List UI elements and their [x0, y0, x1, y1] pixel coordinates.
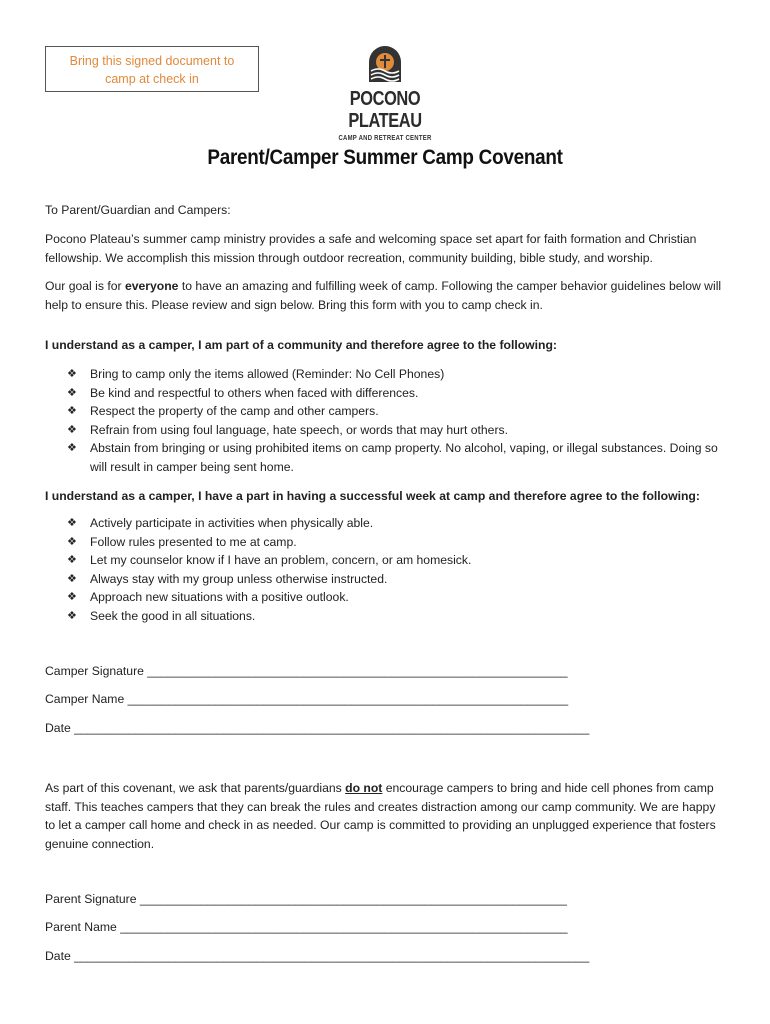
bullet-diamond-icon: ❖ [67, 442, 77, 454]
list-item [45, 533, 725, 552]
intro-text: Pocono Plateau’s summer camp ministry provides a safe and welcoming space set apart for faith formation and Christian fellowship. We accomplish this mission through outdoor recreation, community building, bible study, and worship. [45, 232, 697, 265]
section2-heading: I understand as a camper, I have a part in having a successful week at camp and therefore agree to the following: [45, 489, 700, 503]
list-item-text: Be kind and respectful to others when faced with differences. [90, 385, 419, 400]
bullet-diamond-icon: ❖ [67, 368, 77, 380]
list-item [45, 384, 725, 403]
list-item-text: Bring to camp only the items allowed (Reminder: No Cell Phones) [90, 367, 445, 381]
camper-date-field[interactable]: Date ____________________________________________________________________________ [45, 721, 590, 735]
list-item-text: Approach new situations with a positive outlook. [90, 590, 349, 604]
list-item-text: Actively participate in activities when physically able. [90, 516, 374, 530]
phone-policy-after: encourage campers to bring and hide cell phones from camp staff. This teaches campers that they can break the rules and creates distraction among our camp community. We are happy to let a camper call home and check in as needed. Our camp is committed to providing an unplugged experience that fosters genuine connection. [45, 781, 716, 851]
logo-name: POCONO PLATEAU [348, 88, 422, 132]
list-item [45, 588, 725, 607]
list-item-text: Abstain from bringing or using prohibited items on camp property. No alcohol, vaping, or illegal substances. Doing so will result in camper being sent home. [90, 441, 718, 474]
check-in-notice-box [45, 46, 259, 92]
logo-emblem-icon [367, 44, 403, 84]
bullet-diamond-icon: ❖ [67, 609, 77, 622]
goal-text-before: Our goal is for [45, 279, 125, 293]
list-item [45, 365, 725, 384]
list-item [45, 421, 725, 440]
greeting [45, 201, 725, 220]
list-item [45, 551, 725, 570]
bullet-diamond-icon: ❖ [67, 386, 77, 399]
phone-policy-before: As part of this covenant, we ask that parents/guardians [45, 781, 346, 795]
notice-line-2: camp at check in [105, 72, 199, 86]
pocono-plateau-logo [318, 44, 452, 142]
bullet-diamond-icon: ❖ [67, 591, 77, 603]
section2-list [45, 514, 725, 625]
parent-date-field[interactable]: Date ____________________________________________________________________________ [45, 949, 590, 963]
list-item-text: Let my counselor know if I have an problem, concern, or am homesick. [90, 553, 472, 567]
bullet-diamond-icon: ❖ [67, 554, 77, 566]
list-item-text: Respect the property of the camp and other campers. [90, 404, 379, 418]
list-item-text: Follow rules presented to me at camp. [90, 534, 297, 549]
bullet-diamond-icon: ❖ [67, 423, 77, 436]
greeting-text: To Parent/Guardian and Campers: [45, 203, 231, 217]
camper-name-field[interactable]: Camper Name _________________________________________________________________ [45, 692, 569, 706]
goal-text-after: to have an amazing and fulfilling week of camp. Following the camper behavior guidelines below will help to ensure this. Please review and sign below. Bring this form with you to camp check in. [45, 279, 722, 312]
logo-subtitle: CAMP AND RETREAT CENTER [338, 135, 432, 142]
list-item [45, 607, 725, 626]
list-item [45, 570, 725, 589]
list-item-text: Always stay with my group unless otherwise instructed. [90, 571, 388, 586]
list-item [45, 402, 725, 421]
notice-line-1: Bring this signed document to [69, 54, 235, 68]
goal-emphasis: everyone [124, 279, 179, 293]
section1-list [45, 365, 725, 476]
list-item-text: Refrain from using foul language, hate speech, or words that may hurt others. [90, 422, 508, 437]
bullet-diamond-icon: ❖ [67, 517, 77, 529]
list-item [45, 439, 725, 476]
phone-policy-paragraph [45, 779, 725, 853]
page-title: Parent/Camper Summer Camp Covenant [207, 146, 563, 169]
section1-heading: I understand as a camper, I am part of a community and therefore agree to the following: [45, 338, 557, 352]
phone-policy-emphasis: do not [345, 781, 383, 795]
goal-paragraph [45, 277, 725, 314]
parent-name-field[interactable]: Parent Name __________________________________________________________________ [45, 920, 568, 934]
bullet-diamond-icon: ❖ [67, 572, 77, 585]
list-item [45, 514, 725, 533]
camper-signature-field[interactable]: Camper Signature ______________________________________________________________ [45, 664, 568, 678]
bullet-diamond-icon: ❖ [67, 405, 77, 417]
intro-paragraph [45, 230, 725, 267]
bullet-diamond-icon: ❖ [67, 535, 77, 548]
parent-signature-field[interactable]: Parent Signature _______________________________________________________________ [45, 892, 567, 906]
list-item-text: Seek the good in all situations. [90, 608, 256, 623]
